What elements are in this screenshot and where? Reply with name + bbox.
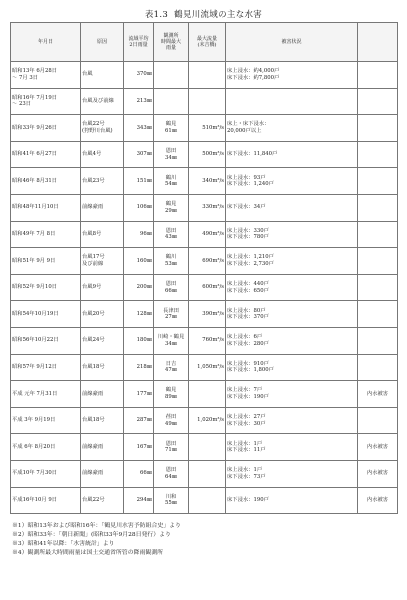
cell-line: 床下浸水：190戸 (227, 393, 269, 400)
cell-line: 64㎜ (164, 473, 178, 480)
cell-line: 最大流量 (196, 35, 217, 42)
cell-line: 鶴見 (165, 387, 177, 394)
note-cell (358, 354, 398, 381)
cell-line: 床下浸水：73戸 (227, 473, 266, 480)
max-flow-cell (189, 434, 226, 461)
footnote: ※1）昭和13年および昭和16年：「鶴見川水害予防組合史」より (12, 523, 181, 529)
date-cell (11, 301, 81, 328)
table-row (11, 248, 398, 275)
damage-cell (226, 141, 358, 168)
cell-line: 床上浸水：93戸 (227, 174, 266, 181)
cell-line: 観測所 (163, 32, 179, 39)
header-rainfall (124, 23, 154, 62)
table-row (11, 88, 398, 115)
date-cell (11, 168, 81, 195)
cell-line: 台風23号 (82, 177, 105, 184)
cell-line: 鶴川 (165, 254, 177, 261)
cell-line: 平成 6年 8月20日 (12, 443, 56, 450)
date-cell (11, 487, 81, 514)
cell-line: 66㎜ (164, 287, 178, 294)
hourly-max-cell (154, 88, 189, 115)
cell-line: 昭和16年 7月19日 (12, 94, 58, 101)
cell-line: 川崎・鶴見 (157, 334, 185, 341)
rainfall-cell: 151㎜ (124, 168, 154, 195)
header-hourly-max (154, 23, 189, 62)
damage-cell (226, 434, 358, 461)
damage-cell (226, 115, 358, 142)
cell-line: 鶴見 (165, 201, 177, 208)
cause-cell (81, 487, 124, 514)
date-cell (11, 407, 81, 434)
max-flow-cell: 340m³/s (189, 168, 226, 195)
cell-line: 流域平均 (128, 35, 149, 42)
hourly-max-cell (154, 248, 189, 275)
hourly-max-cell (154, 460, 189, 487)
cell-line: 床上浸水：1戸 (227, 467, 263, 474)
cell-line: 床上・床下浸水： (227, 121, 270, 128)
cell-line: 床下浸水：370戸 (227, 314, 269, 321)
rainfall-cell: 307㎜ (124, 141, 154, 168)
note-cell (358, 141, 398, 168)
max-flow-cell: 760m³/s (189, 327, 226, 354)
table-row (11, 141, 398, 168)
cell-line: 鶴見 (165, 121, 177, 128)
cell-line: 恩田 (165, 147, 177, 154)
rainfall-cell: 370㎜ (124, 62, 154, 89)
rainfall-cell: 200㎜ (124, 274, 154, 301)
cell-line: 台風18号 (82, 417, 105, 424)
rainfall-cell: 180㎜ (124, 327, 154, 354)
note-cell (358, 88, 398, 115)
cell-line: 前線豪雨 (82, 443, 104, 450)
damage-cell (226, 487, 358, 514)
hourly-max-cell (154, 487, 189, 514)
table-row (11, 381, 398, 408)
cell-line: (狩野川台風) (82, 127, 113, 134)
table-row (11, 487, 398, 514)
cell-line: 恩田 (165, 467, 177, 474)
cell-line: 昭和13年 6月28日 (12, 68, 58, 75)
note-cell (358, 62, 398, 89)
table-row (11, 115, 398, 142)
cell-line: 71㎜ (164, 447, 178, 454)
damage-cell (226, 301, 358, 328)
cause-cell (81, 88, 124, 115)
hourly-max-cell (154, 301, 189, 328)
cell-line: 平成16年10月 9日 (12, 496, 58, 503)
cell-line: 台風18号 (82, 364, 105, 371)
cell-line: 61㎜ (164, 127, 178, 134)
cell-line: 台風4号 (82, 151, 102, 158)
rainfall-cell: 128㎜ (124, 301, 154, 328)
hourly-max-cell (154, 274, 189, 301)
footnote: ※4）観測所最大時間雨量は国土交通省所管の降雨観測所 (12, 550, 164, 557)
damage-cell (226, 168, 358, 195)
cell-line: 床上浸水：330戸 (227, 227, 269, 234)
cell-line: 台風22号 (82, 496, 105, 503)
hourly-max-cell (154, 168, 189, 195)
hourly-max-cell (154, 434, 189, 461)
table-row (11, 168, 398, 195)
cell-line: 恩田 (165, 280, 177, 287)
max-flow-cell: 600m³/s (189, 274, 226, 301)
cell-line: 昭和56年10月22日 (12, 337, 59, 344)
rainfall-cell: 167㎜ (124, 434, 154, 461)
cell-line: 台風20号 (82, 310, 105, 317)
table-row (11, 434, 398, 461)
damage-cell (226, 274, 358, 301)
cause-cell (81, 354, 124, 381)
cell-line: 昭和48年11月10日 (12, 204, 59, 211)
cell-line: 原因 (96, 38, 107, 45)
cell-line: 被害状況 (281, 38, 302, 45)
date-cell (11, 381, 81, 408)
cell-line: 日吉 (165, 360, 177, 367)
cell-line: 雨量 (165, 45, 176, 52)
cause-cell (81, 141, 124, 168)
cause-cell (81, 381, 124, 408)
rainfall-cell: 106㎜ (124, 194, 154, 221)
rainfall-cell: 213㎜ (124, 88, 154, 115)
header-damage (226, 23, 358, 62)
cell-line: 年月日 (37, 38, 53, 45)
date-cell (11, 221, 81, 248)
cell-line: 43㎜ (164, 234, 178, 241)
cell-line: 床下浸水：11戸 (227, 447, 266, 454)
rainfall-cell: 177㎜ (124, 381, 154, 408)
date-cell (11, 88, 81, 115)
cell-line: 平成 元年 7月31日 (12, 390, 58, 397)
cell-line: 47㎜ (164, 367, 178, 374)
cell-line: 長津田 (163, 307, 179, 314)
table-row (11, 221, 398, 248)
cause-cell (81, 221, 124, 248)
table-title: 鶴見川流域の主な水害 (174, 10, 263, 20)
header-max-flow (189, 23, 226, 62)
note-cell (358, 248, 398, 275)
table-row (11, 62, 398, 89)
cause-cell (81, 62, 124, 89)
damage-cell (226, 460, 358, 487)
max-flow-cell (189, 381, 226, 408)
cause-cell (81, 194, 124, 221)
cell-line: 床上浸水：440戸 (227, 280, 269, 287)
date-cell (11, 62, 81, 89)
max-flow-cell: 690m³/s (189, 248, 226, 275)
cause-cell (81, 301, 124, 328)
hourly-max-cell (154, 141, 189, 168)
cell-line: 床上浸水：7戸 (227, 387, 263, 394)
hourly-max-cell (154, 62, 189, 89)
cell-line: 2日雨量 (129, 42, 148, 48)
cell-line: 床上浸水：1戸 (227, 440, 263, 447)
max-flow-cell (189, 88, 226, 115)
cell-line: ～ 7月 3日 (12, 74, 38, 81)
cause-cell (81, 407, 124, 434)
date-cell (11, 434, 81, 461)
damage-cell (226, 194, 358, 221)
cell-line: (末吉橋) (197, 42, 217, 48)
cell-line: 27㎜ (164, 314, 178, 321)
note-cell (358, 221, 398, 248)
note-cell: 内水被害 (358, 434, 398, 461)
hourly-max-cell (154, 194, 189, 221)
hourly-max-cell (154, 354, 189, 381)
cell-line: ～ 23日 (12, 101, 32, 108)
max-flow-cell: 1,020m³/s (189, 407, 226, 434)
cause-cell (81, 434, 124, 461)
cell-line: 34㎜ (164, 340, 178, 347)
table-row (11, 354, 398, 381)
cell-line: 34㎜ (164, 154, 178, 161)
max-flow-cell: 500m³/s (189, 141, 226, 168)
footnote: ※2）昭和33年：「朝日新聞」(昭和33年9月28日発行）より (12, 532, 171, 539)
date-cell (11, 327, 81, 354)
cause-cell (81, 460, 124, 487)
cell-line: 49㎜ (164, 420, 178, 427)
max-flow-cell (189, 62, 226, 89)
cell-line: 昭和46年 8月31日 (12, 177, 58, 184)
table-header-row (11, 23, 398, 62)
hourly-max-cell (154, 327, 189, 354)
hourly-max-cell (154, 221, 189, 248)
date-cell (11, 248, 81, 275)
cell-line: 前線豪雨 (82, 470, 104, 477)
cell-line: 昭和52年 9月10日 (12, 284, 58, 291)
max-flow-cell: 1,050m³/s (189, 354, 226, 381)
note-cell: 内水被害 (358, 487, 398, 514)
max-flow-cell: 390m³/s (189, 301, 226, 328)
table-row (11, 194, 398, 221)
cell-line: 床下浸水：190戸 (227, 496, 269, 503)
cause-cell (81, 248, 124, 275)
table-number: 表1.3 (144, 10, 169, 20)
cell-line: 台風17号 (82, 254, 105, 261)
max-flow-cell (189, 487, 226, 514)
rainfall-cell: 96㎜ (124, 221, 154, 248)
cell-line: 20,000戸以上 (227, 127, 262, 134)
note-cell (358, 168, 398, 195)
note-cell: 内水被害 (358, 460, 398, 487)
footnote: ※3）昭和41年以降：「水害統計」より (12, 541, 115, 548)
cell-line: 平成 3年 9月19日 (12, 417, 56, 424)
cell-line: 床上浸水：27戸 (227, 413, 266, 420)
cell-line: 床上浸水：6戸 (227, 334, 263, 341)
table-row (11, 460, 398, 487)
table-row (11, 301, 398, 328)
cell-line: 昭和33年 9月26日 (12, 124, 58, 131)
cell-line: 床下浸水：2,730戸 (227, 260, 274, 267)
date-cell (11, 460, 81, 487)
cell-line: 前線豪雨 (82, 390, 104, 397)
cell-line: 床下浸水：280戸 (227, 340, 269, 347)
cell-line: 昭和49年 7月 8日 (12, 231, 56, 238)
table-row (11, 327, 398, 354)
damage-cell (226, 221, 358, 248)
note-cell (358, 301, 398, 328)
date-cell (11, 274, 81, 301)
rainfall-cell: 66㎜ (124, 460, 154, 487)
cell-line: 台風24号 (82, 337, 105, 344)
max-flow-cell (189, 460, 226, 487)
hourly-max-cell (154, 381, 189, 408)
cause-cell (81, 327, 124, 354)
cell-line: 53㎜ (164, 260, 178, 267)
cell-line: 恩田 (165, 227, 177, 234)
cell-line: 昭和54年10月19日 (12, 310, 59, 317)
cell-line: 89㎜ (164, 393, 178, 400)
cell-line: 床下浸水：650戸 (227, 287, 269, 294)
damage-cell (226, 381, 358, 408)
cell-line: 55㎜ (164, 500, 178, 507)
max-flow-cell: 490m³/s (189, 221, 226, 248)
cell-line: 台風9号 (82, 284, 102, 291)
date-cell (11, 354, 81, 381)
cell-line: 台風及び前線 (82, 98, 114, 105)
hourly-max-cell (154, 407, 189, 434)
cell-line: 床下浸水：1,240戸 (227, 181, 274, 188)
rainfall-cell: 218㎜ (124, 354, 154, 381)
damage-cell (226, 407, 358, 434)
header-note (358, 23, 398, 62)
date-cell (11, 194, 81, 221)
cell-line: 54㎜ (164, 181, 178, 188)
cell-line: 鶴川 (165, 174, 177, 181)
max-flow-cell: 330m³/s (189, 194, 226, 221)
cell-line: 台風8号 (82, 231, 102, 238)
cell-line: 床下浸水：30戸 (227, 420, 266, 427)
cell-line: 29㎜ (164, 207, 178, 214)
cell-line: 前線豪雨 (82, 204, 104, 211)
footnotes (12, 522, 396, 559)
cause-cell (81, 168, 124, 195)
note-cell (358, 407, 398, 434)
cell-line: 床上浸水：1,210戸 (227, 254, 274, 261)
cell-line: 床下浸水：約7,800戸 (227, 74, 280, 81)
cell-line: 荏田 (165, 413, 177, 420)
cell-line: 床下浸水：11,840戸 (227, 151, 278, 158)
table-row (11, 274, 398, 301)
rainfall-cell: 160㎜ (124, 248, 154, 275)
cell-line: 台風 (82, 71, 93, 78)
cell-line: 昭和51年 9月 9日 (12, 257, 56, 264)
damage-cell (226, 327, 358, 354)
cause-cell (81, 274, 124, 301)
note-cell (358, 274, 398, 301)
cell-line: 昭和57年 9月12日 (12, 364, 58, 371)
rainfall-cell: 287㎜ (124, 407, 154, 434)
cell-line: 床下浸水：34戸 (227, 204, 266, 211)
cell-line: 床下浸水：780戸 (227, 234, 269, 241)
damage-cell (226, 62, 358, 89)
cell-line: 恩田 (165, 440, 177, 447)
cell-line: 時間最大 (160, 38, 181, 45)
rainfall-cell: 294㎜ (124, 487, 154, 514)
damage-cell (226, 248, 358, 275)
damage-cell (226, 88, 358, 115)
cell-line: 平成10年 7月30日 (12, 470, 58, 477)
cell-line: 床上浸水：910戸 (227, 360, 269, 367)
max-flow-cell: 510m³/s (189, 115, 226, 142)
note-cell (358, 194, 398, 221)
header-date (11, 23, 81, 62)
note-cell (358, 115, 398, 142)
cell-line: 床下浸水：1,800戸 (227, 367, 274, 374)
cell-line: 床上浸水：約4,000戸 (227, 68, 280, 75)
flood-history-table (10, 22, 398, 514)
damage-cell (226, 354, 358, 381)
date-cell (11, 141, 81, 168)
cell-line: 台風22号 (82, 121, 105, 128)
rainfall-cell: 343㎜ (124, 115, 154, 142)
cell-line: 川和 (165, 493, 177, 500)
date-cell (11, 115, 81, 142)
hourly-max-cell (154, 115, 189, 142)
table-caption (0, 8, 407, 20)
note-cell (358, 327, 398, 354)
table-row (11, 407, 398, 434)
cell-line: 床上浸水：80戸 (227, 307, 266, 314)
cell-line: 及び前線 (82, 260, 104, 267)
note-cell: 内水被害 (358, 381, 398, 408)
header-cause (81, 23, 124, 62)
cell-line: 昭和41年 6月27日 (12, 151, 58, 158)
cause-cell (81, 115, 124, 142)
